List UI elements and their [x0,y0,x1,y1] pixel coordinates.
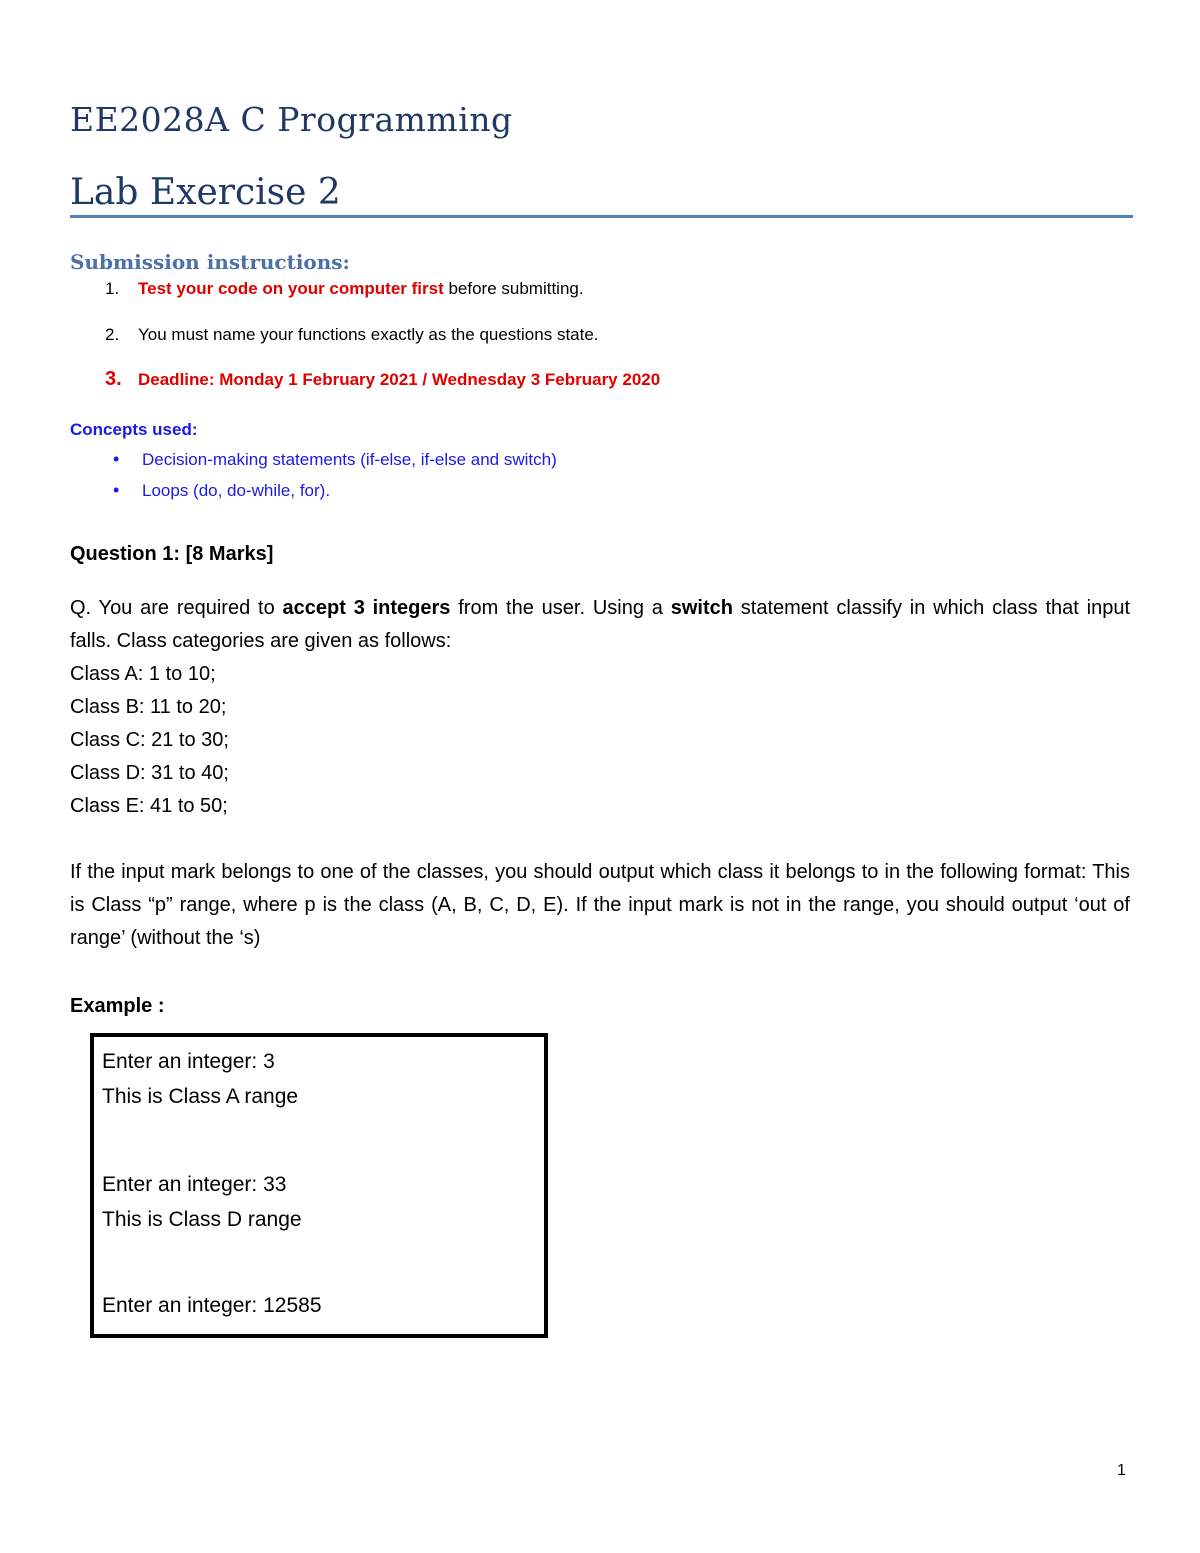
course-title: EE2028A C Programming [70,100,513,139]
concept-item-1: Decision-making statements (if-else, if-else and switch) [142,450,557,469]
submission-highlight: Test your code on your computer first [138,279,444,298]
lab-title: Lab Exercise 2 [70,172,341,213]
question-intro: Q. You are required to accept 3 integers from the user. Using a switch statement classify in which class that input falls. Class categories are given as follows: [70,597,1131,652]
example-line: Enter an integer: 12585 [102,1294,322,1317]
question-title: Question 1: [8 Marks] [70,543,274,565]
deadline-text: Deadline: Monday 1 February 2021 / Wednesday 3 February 2020 [138,370,661,389]
list-number: 3. [105,368,122,390]
concepts-heading: Concepts used: [70,420,198,439]
example-label: Example : [70,995,165,1017]
class-range-a: Class A: 1 to 10; [70,663,216,685]
example-line: This is Class A range [102,1085,299,1108]
bullet-icon: • [113,480,120,500]
submission-text: before submitting. [443,279,584,298]
list-number: 1. [105,279,120,298]
class-range-e: Class E: 41 to 50; [70,795,228,817]
class-range-d: Class D: 31 to 40; [70,762,229,784]
bullet-icon: • [113,449,120,469]
example-line: Enter an integer: 3 [102,1050,275,1073]
output-rule: If the input mark belongs to one of the classes, you should output which class it belongs to in the following format: This is Class “p” range, where p is the class (A, B, C, D, E). If the input mark is not in the range, you should output ‘out of range’ (without the ‘s) [70,861,1130,949]
concept-item-2: Loops (do, do-while, for). [142,481,331,500]
example-line: Enter an integer: 33 [102,1173,287,1196]
submission-heading: Submission instructions: [70,250,350,274]
list-number: 2. [105,325,120,344]
submission-text: You must name your functions exactly as the questions state. [138,325,599,344]
class-range-c: Class C: 21 to 30; [70,729,229,751]
example-line: This is Class D range [102,1208,302,1231]
title-divider [70,215,1133,218]
page-number: 1 [1117,1462,1126,1479]
class-range-b: Class B: 11 to 20; [70,696,227,718]
